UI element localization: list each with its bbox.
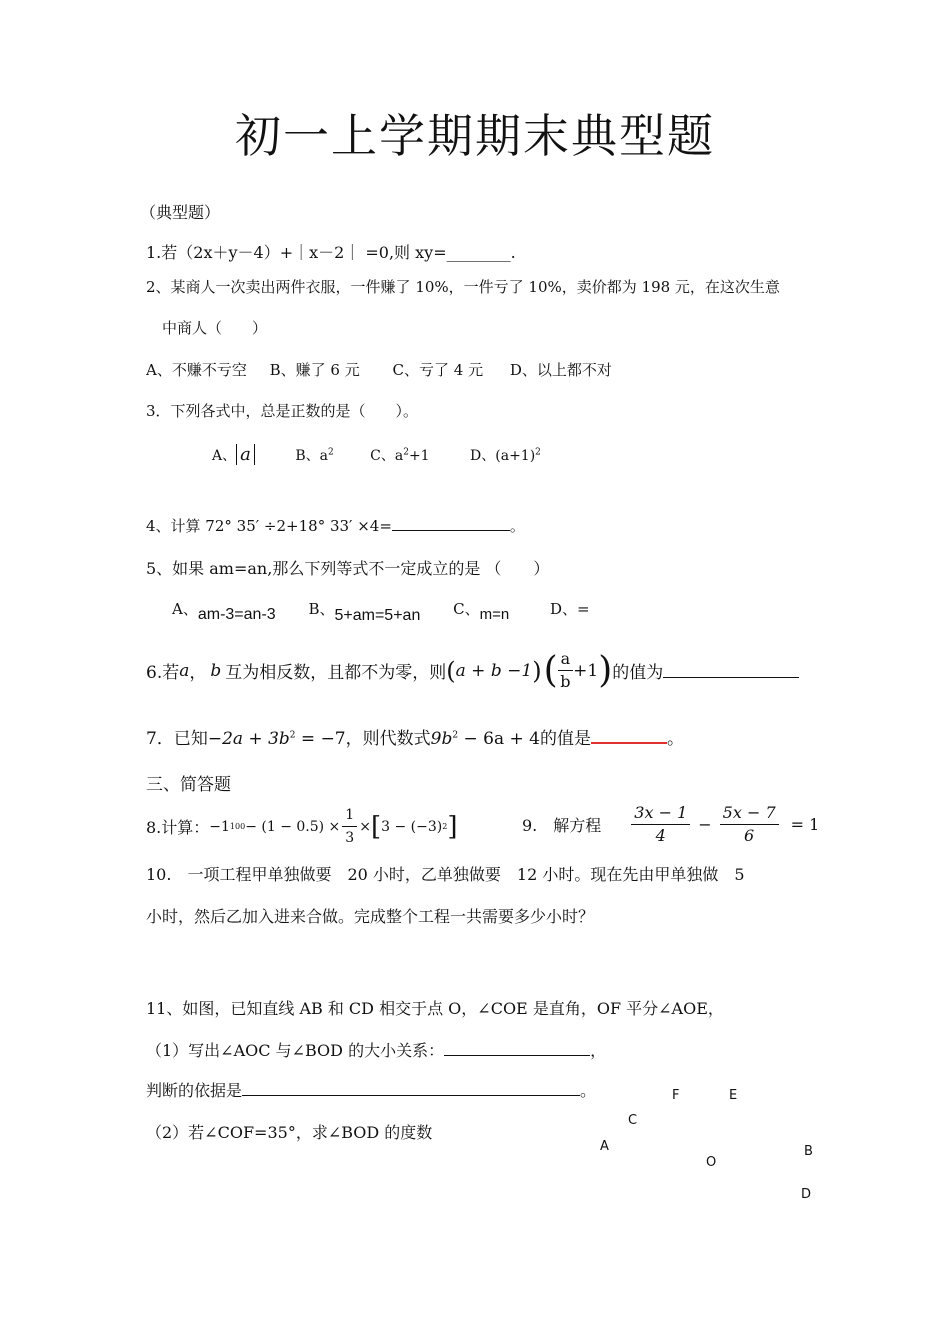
- q6-suffix: 的值为: [612, 663, 664, 683]
- q1-end: .: [510, 243, 516, 262]
- q9-frac1-den: 4: [655, 826, 666, 845]
- q5-option-b: 5+am=5+an: [334, 607, 421, 624]
- question-4: [146, 515, 525, 536]
- q11-basis-blank: [242, 1095, 580, 1096]
- q5-option-c: m=n: [479, 606, 510, 623]
- q7-exp1: 2: [289, 730, 296, 741]
- q8-exp-a: 100: [229, 822, 246, 831]
- q6-sep: ，: [189, 663, 207, 683]
- question-2-line1: 2、某商人一次卖出两件衣服，一件赚了 10%，一件亏了 10%，卖价都为 198 元，在这次生意: [146, 278, 780, 296]
- q6-var-b: b: [210, 660, 222, 681]
- q8-expr-b: − (1 − 0.5) ×: [245, 818, 341, 835]
- q7-expr1: −2a + 3b: [207, 729, 290, 749]
- question-3: 3．下列各式中，总是正数的是（ ）。: [146, 402, 419, 420]
- q9-fraction-1: [631, 802, 690, 847]
- q11-basis-end: 。: [580, 1081, 597, 1100]
- question-2-options: [146, 359, 612, 380]
- q8-exp-c: 2: [442, 822, 448, 831]
- q3-abs-a: a: [236, 444, 255, 465]
- q3-option-d-exp: 2: [535, 447, 541, 458]
- q6-frac-num: a: [558, 648, 574, 671]
- question-11-line1: 11、如图，已知直线 AB 和 CD 相交于点 O，∠COE 是直角，OF 平分∠AOE，: [146, 999, 724, 1018]
- q6-frac-den: b: [560, 672, 571, 691]
- q7-expr1-tail: = −7: [295, 729, 346, 749]
- q7-expr2-tail: − 6a + 4: [458, 729, 540, 749]
- q11-part1-text: （1）写出∠AOC 与∠BOD 的大小关系：: [146, 1041, 445, 1060]
- q3-option-d: D、(a+1): [470, 448, 536, 464]
- q5-option-a: am-3=an-3: [197, 606, 276, 623]
- q8-bracket-inner: 3 − (−3): [381, 818, 443, 835]
- q2-option-a: A、不赚不亏空: [146, 361, 247, 379]
- q6-var-a: a: [179, 660, 190, 681]
- q5-option-d: =: [577, 600, 590, 618]
- q6-prefix: 6.若: [146, 663, 180, 683]
- q7-middle: ，则代数式: [345, 729, 431, 749]
- q5-option-a-label: A、: [172, 600, 198, 618]
- q9-fraction-2: [720, 802, 779, 847]
- q3-option-c: C、a: [370, 448, 404, 464]
- q6-expr-left: a + b −1: [455, 660, 533, 681]
- q2-option-b: B、赚了 6 元: [269, 361, 360, 379]
- question-10-line1: 10. 一项工程甲单独做要 20 小时，乙单独做要 12 小时。现在先由甲单独做 5: [146, 865, 745, 884]
- q5-option-c-label: C、: [453, 600, 480, 618]
- q4-end: 。: [509, 517, 525, 535]
- figure-label-e: E: [729, 1088, 738, 1103]
- q3-option-c-tail: +1: [408, 448, 430, 464]
- q7-blank: [591, 742, 667, 744]
- figure-label-f: F: [672, 1088, 680, 1103]
- q9-label: 9. 解方程: [522, 816, 602, 835]
- figure-label-d: D: [801, 1187, 812, 1202]
- q11-part1-end: ，: [590, 1041, 607, 1060]
- q7-exp2: 2: [452, 730, 459, 741]
- question-8: 8.计算： −1 100 − (1 − 0.5) × $\frac{1}{3}$ × [ 3 − (−3) 2 ]: [146, 804, 457, 849]
- q5-option-d-label: D、: [550, 600, 578, 618]
- q9-rhs: = 1: [790, 815, 820, 834]
- q2-option-c: C、亏了 4 元: [392, 361, 484, 379]
- q4-blank: [392, 530, 510, 531]
- q6-fraction: [558, 648, 574, 693]
- question-6: 6.若 a ， b 互为相反数，且都不为零，则 ( a + b −1 ) ( $\frac{a}{b}$ +1 ) 的值为: [146, 648, 799, 693]
- q9-frac1-num: 3x − 1: [631, 802, 690, 825]
- question-11-part1: [146, 1038, 606, 1061]
- figure-label-b: B: [804, 1144, 813, 1159]
- q1-text: 1.若（2x＋y－4）+｜x－2｜ =0,则 xy=: [146, 243, 447, 262]
- q9-frac2-num: 5x − 7: [720, 802, 779, 825]
- page-title: 初一上学期期末典型题: [235, 109, 715, 163]
- q3-option-a: A、: [212, 448, 237, 464]
- q6-frac-tail: +1: [573, 660, 599, 681]
- q4-text: 4、计算 72° 35′ ÷2+18° 33′ ×4=: [146, 517, 392, 535]
- q7-end: 。: [666, 729, 684, 749]
- q8-label: 8.计算：: [146, 818, 210, 837]
- q2-option-d: D、以上都不对: [509, 361, 612, 379]
- q8-expr-a: −1: [209, 818, 230, 835]
- figure-label-a: A: [600, 1139, 609, 1154]
- question-7: [146, 724, 684, 749]
- section-typical: （典型题）: [140, 203, 221, 222]
- figure-label-o: O: [706, 1155, 717, 1170]
- q8-fraction: [342, 804, 357, 849]
- figure-label-c: C: [628, 1113, 638, 1128]
- section-3-heading: 三、简答题: [146, 775, 231, 795]
- question-9: [522, 802, 819, 847]
- q5-options: [172, 598, 590, 624]
- question-10-line2: 小时，然后乙加入进来合做。完成整个工程一共需要多少小时？: [146, 907, 595, 926]
- q11-part1-blank: [444, 1055, 590, 1056]
- question-5: 5、如果 am=an,那么下列等式不一定成立的是 （ ）: [146, 559, 550, 578]
- q11-basis-text: 判断的依据是: [146, 1081, 243, 1100]
- q7-expr2: 9b: [430, 729, 453, 749]
- q3-option-c-exp: 2: [403, 447, 409, 458]
- question-11-part2: （2）若∠COF=35°，求∠BOD 的度数: [146, 1123, 433, 1142]
- question-1: [146, 240, 516, 263]
- q6-middle: 互为相反数，且都不为零，则: [225, 663, 447, 683]
- q9-minus: −: [698, 815, 712, 834]
- question-11-basis: [146, 1078, 596, 1101]
- question-2-line2: 中商人（ ）: [162, 319, 268, 337]
- q8-frac-num: 1: [342, 804, 357, 827]
- q9-frac2-den: 6: [744, 826, 755, 845]
- q7-suffix: 的值是: [539, 729, 591, 749]
- q5-option-b-label: B、: [308, 600, 335, 618]
- q3-options: [212, 444, 541, 465]
- q3-option-b: B、a: [295, 448, 328, 464]
- q3-option-b-exp: 2: [327, 447, 334, 458]
- q8-frac-den: 3: [345, 830, 355, 846]
- q7-prefix: 7．已知: [146, 729, 208, 749]
- q6-blank: [663, 677, 799, 678]
- q8-expr-c: ×: [359, 818, 371, 835]
- q1-blank: ________: [446, 243, 511, 262]
